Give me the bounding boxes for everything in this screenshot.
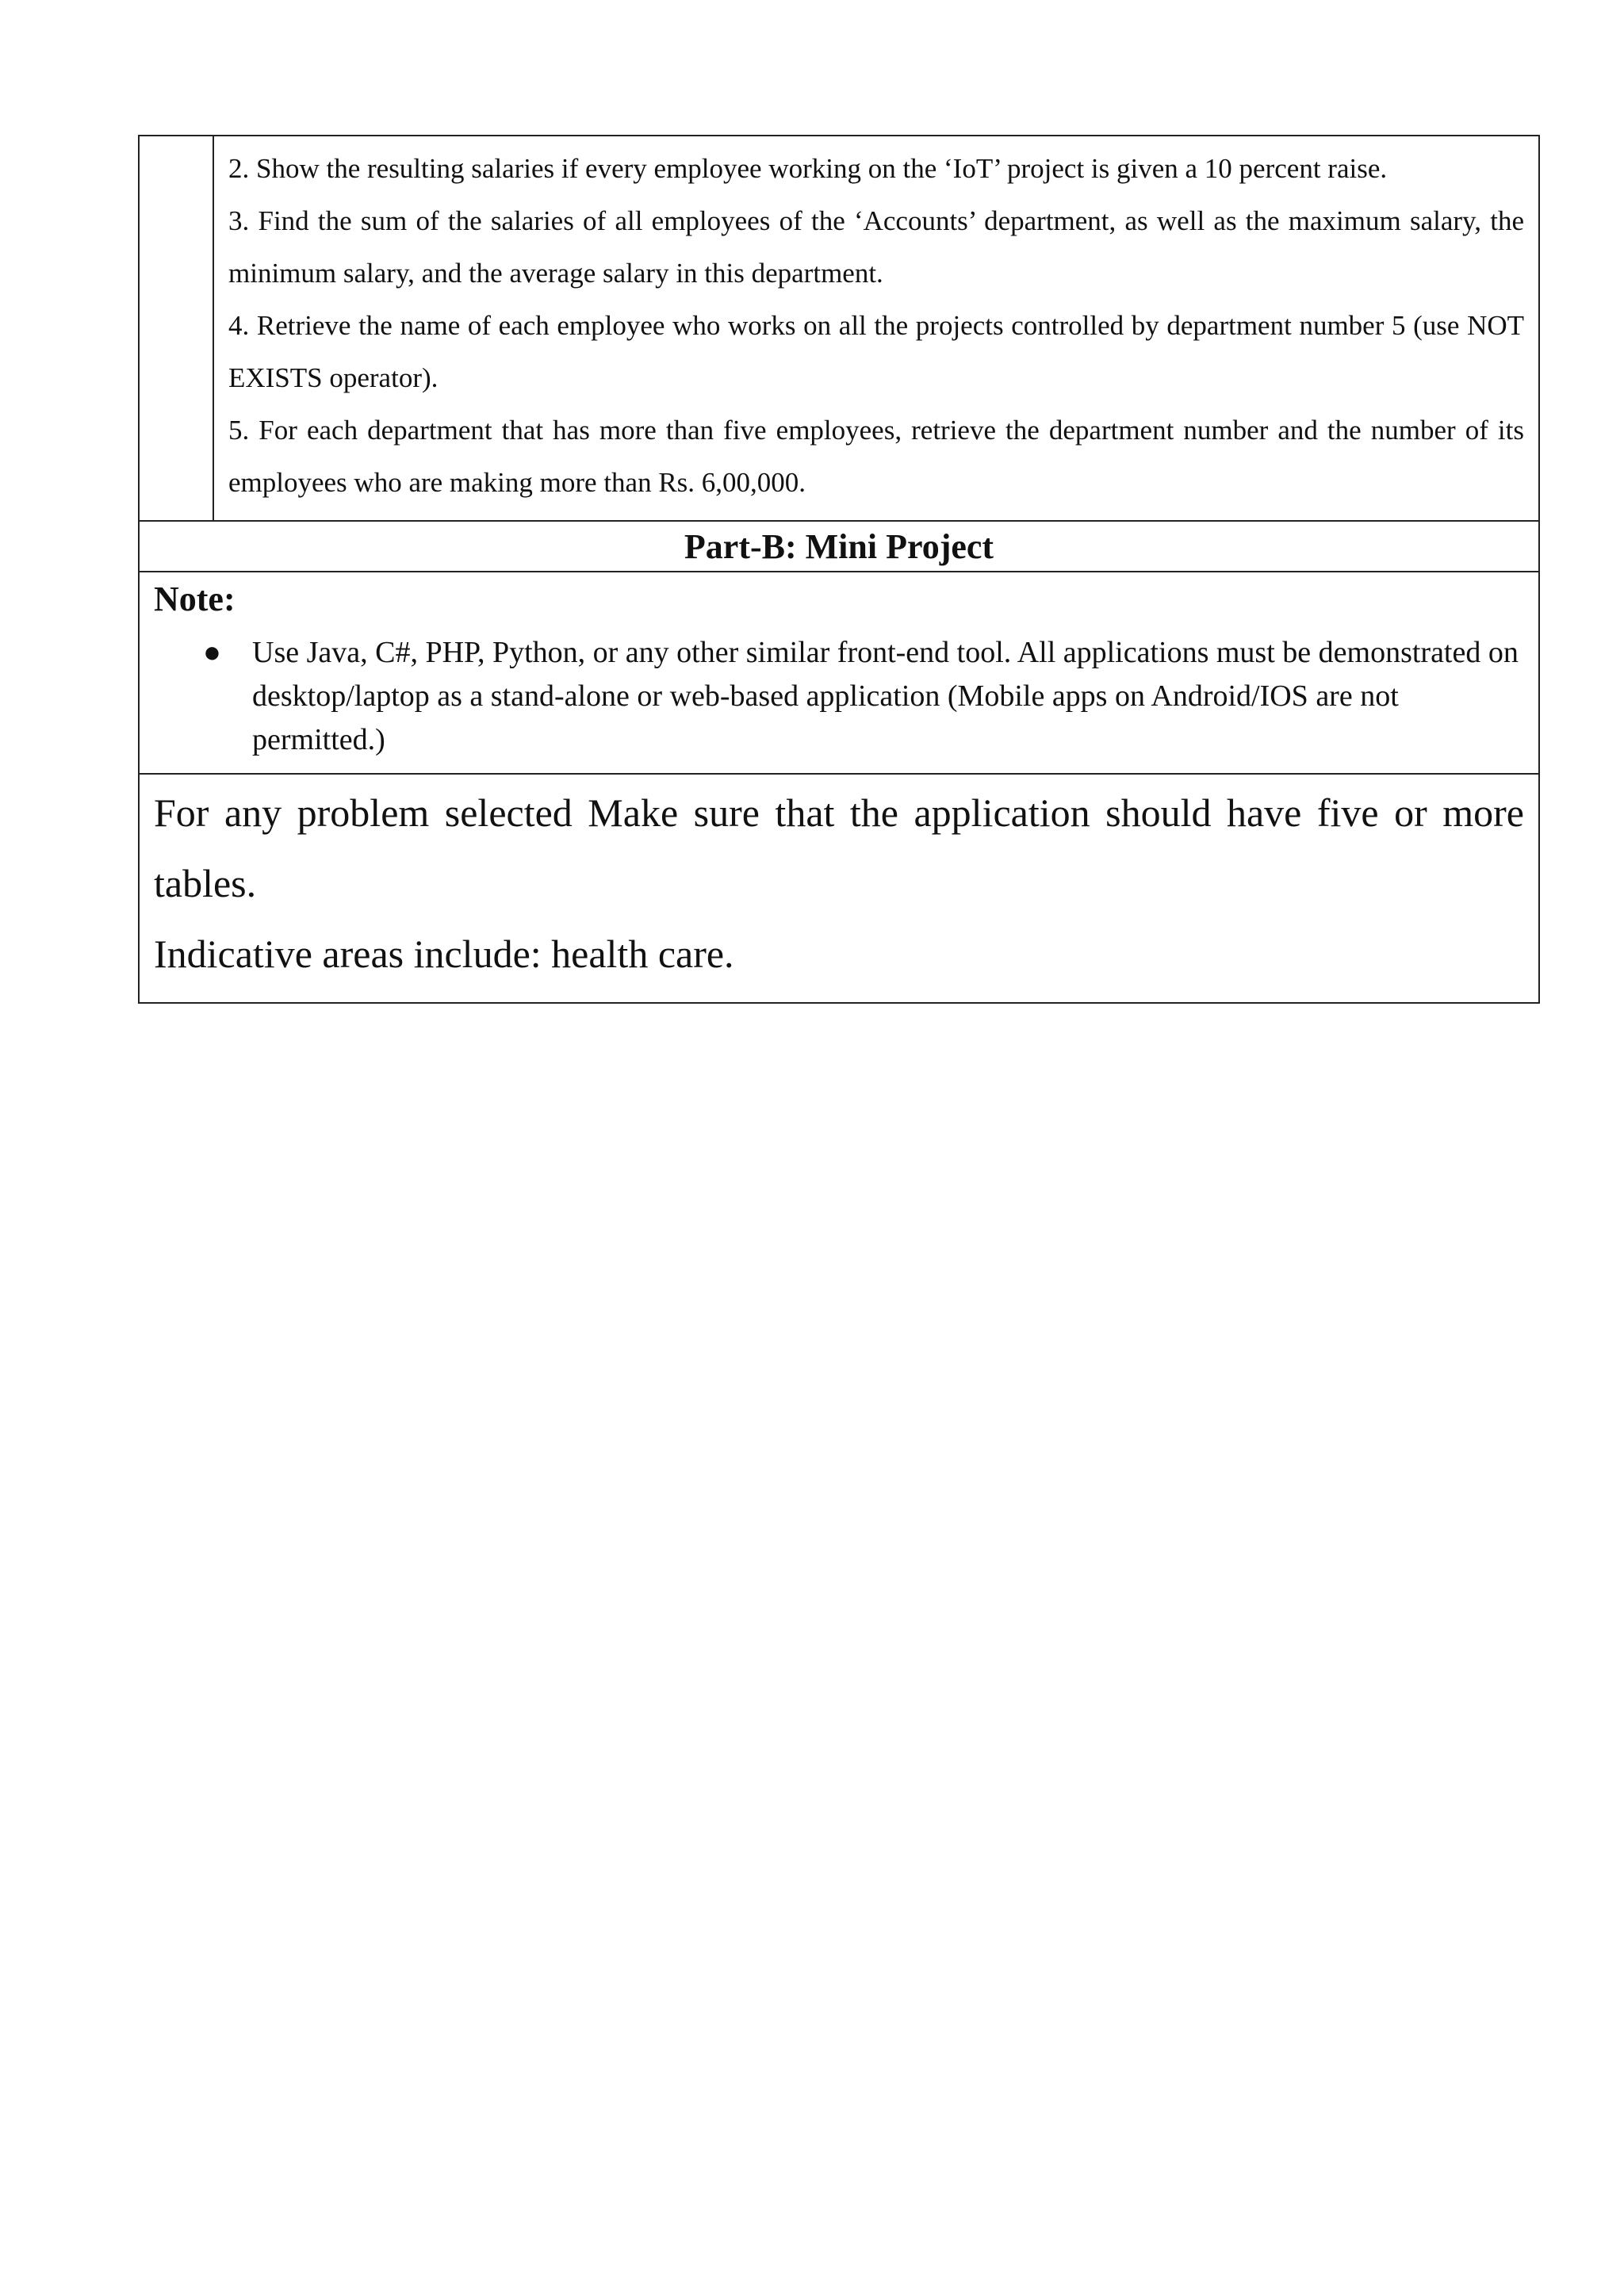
- project-requirements-cell: [139, 774, 1539, 1003]
- question-5: 5. For each department that has more than five employees, retrieve the department number and the number of its employees who are making more than Rs. 6,00,000.: [228, 415, 1524, 498]
- question-2: 2. Show the resulting salaries if every employee working on the ‘IoT’ project is given a 10 percent raise.: [228, 153, 1388, 184]
- indicative-areas-text: Indicative areas include: health care.: [154, 932, 734, 976]
- note-item-text: Use Java, C#, PHP, Python, or any other similar front-end tool. All applications must be demonstrated on desktop/laptop as a stand-alone or web-based application (Mobile apps on Android/IOS are not permitted.): [252, 636, 1519, 756]
- table-requirement-text: For any problem selected Make sure that the application should have five or more tables.: [154, 790, 1524, 905]
- bullet-icon: ●: [203, 636, 221, 669]
- question-4: 4. Retrieve the name of each employee who works on all the projects controlled by department number 5 (use NOT EXISTS operator).: [228, 310, 1524, 393]
- note-cell: [139, 572, 1539, 774]
- question-3: 3. Find the sum of the salaries of all employees of the ‘Accounts’ department, as well as the maximum salary, the minimum salary, and the average salary in this department.: [228, 205, 1524, 289]
- part-b-heading-row: [139, 521, 1539, 572]
- note-list: [154, 631, 1524, 762]
- questions-cell: [213, 136, 1539, 521]
- note-row: [139, 572, 1539, 774]
- questions-row: [139, 136, 1539, 521]
- question-number-cell: [139, 136, 213, 521]
- note-item: [203, 631, 1524, 762]
- part-b-heading: Part-B: Mini Project: [139, 521, 1539, 572]
- note-label: Note:: [154, 580, 236, 618]
- project-requirements-row: [139, 774, 1539, 1003]
- lab-exercise-table: [138, 135, 1540, 1004]
